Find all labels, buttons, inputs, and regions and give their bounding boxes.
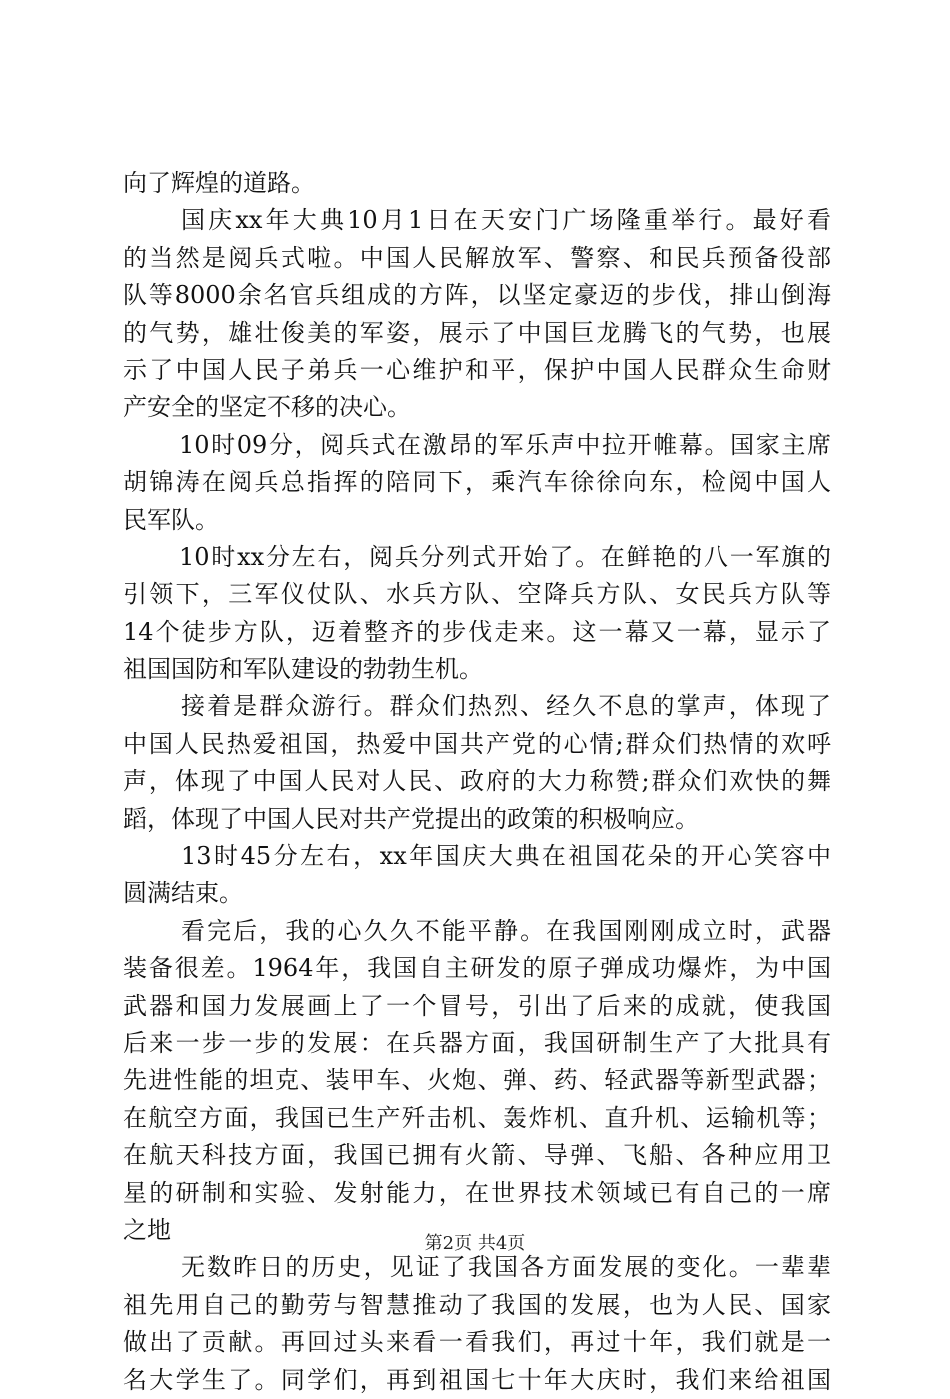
text-line: 中国人民热爱祖国，热爱中国共产党的心情;群众们热情的欢呼	[123, 729, 831, 758]
text-line: 队等8000余名官兵组成的方阵，以坚定豪迈的步伐，排山倒海	[123, 281, 831, 310]
text-line: 向了辉煌的道路。	[123, 169, 315, 197]
text-line: 星的研制和实验、发射能力，在世界技术领域已有自己的一席	[123, 1178, 831, 1207]
text-line: 10时xx分左右，阅兵分列式开始了。在鲜艳的八一军旗的	[179, 542, 831, 571]
text-line: 后来一步一步的发展：在兵器方面，我国研制生产了大批具有	[123, 1028, 831, 1057]
text-line: 胡锦涛在阅兵总指挥的陪同下，乘汽车徐徐向东，检阅中国人	[123, 468, 831, 497]
document-body	[123, 165, 831, 1399]
text-line: 祖国国防和军队建设的勃勃生机。	[123, 655, 483, 684]
text-line: 在航天科技方面，我国已拥有火箭、导弹、飞船、各种应用卫	[123, 1141, 831, 1170]
text-line: 在航空方面，我国已生产歼击机、轰炸机、直升机、运输机等；	[123, 1103, 831, 1132]
text-line: 声，体现了中国人民对人民、政府的大力称赞;群众们欢快的舞	[123, 767, 831, 796]
text-line: 接着是群众游行。群众们热烈、经久不息的掌声，体现了	[181, 692, 831, 721]
text-line: 先进性能的坦克、装甲车、火炮、弹、药、轻武器等新型武器；	[123, 1066, 831, 1095]
text-line: 10时09分，阅兵式在激昂的军乐声中拉开帷幕。国家主席	[179, 430, 831, 459]
text-line: 13时45分左右，xx年国庆大典在祖国花朵的开心笑容中	[181, 842, 831, 871]
text-line: 示了中国人民子弟兵一心维护和平，保护中国人民群众生命财	[123, 355, 831, 384]
text-line: 看完后，我的心久久不能平静。在我国刚刚成立时，武器	[181, 916, 831, 945]
text-line: 无数昨日的历史，见证了我国各方面发展的变化。一辈辈	[181, 1253, 831, 1282]
text-line: 引领下，三军仪仗队、水兵方队、空降兵方队、女民兵方队等	[123, 580, 831, 609]
text-line: 名大学生了。同学们，再到祖国七十年大庆时，我们来给祖国	[123, 1365, 831, 1394]
text-line: 圆满结束。	[123, 879, 243, 908]
text-line: 14个徒步方队，迈着整齐的步伐走来。这一幕又一幕，显示了	[123, 617, 831, 646]
text-line: 武器和国力发展画上了一个冒号，引出了后来的成就，使我国	[123, 991, 831, 1020]
text-line: 国庆xx年大典10月1日在天安门广场隆重举行。最好看	[181, 206, 831, 235]
text-line: 民军队。	[123, 505, 219, 534]
page-footer: 第2页 共4页	[424, 1233, 526, 1254]
text-line: 的气势，雄壮俊美的军姿，展示了中国巨龙腾飞的气势，也展	[123, 318, 831, 347]
text-line: 祖先用自己的勤劳与智慧推动了我国的发展，也为人民、国家	[123, 1290, 831, 1319]
text-line: 蹈，体现了中国人民对共产党提出的政策的积极响应。	[123, 804, 699, 833]
text-line: 产安全的坚定不移的决心。	[123, 393, 411, 422]
text-line: 之地	[123, 1215, 171, 1244]
text-line: 的当然是阅兵式啦。中国人民解放军、警察、和民兵预备役部	[123, 243, 831, 272]
text-line: 装备很差。1964年，我国自主研发的原子弹成功爆炸，为中国	[123, 954, 831, 983]
text-line: 做出了贡献。再回过头来看一看我们，再过十年，我们就是一	[123, 1328, 831, 1357]
